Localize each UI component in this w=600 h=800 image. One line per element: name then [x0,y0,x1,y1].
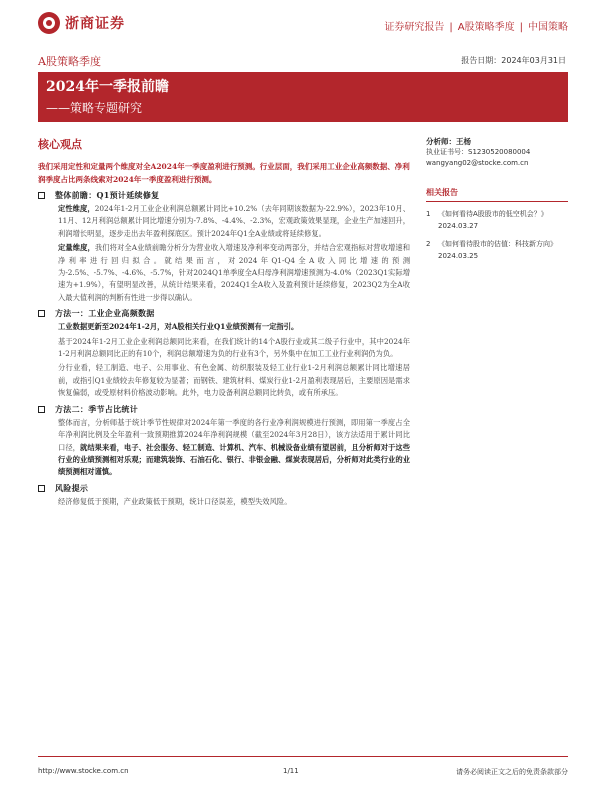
paragraph-highlight: 就结果来看，电子、社会服务、轻工制造、计算机、汽车、机械设备业绩有望居前，且分析师对于这些行业的业绩预测相对乐观；而建筑装饰、石油石化、银行、非银金融、煤炭表现居后，分析师对此类行业的业绩预测相对谨慎。 [58,442,411,477]
header-tag-category: A股策略季度 [457,22,515,33]
related-report-link[interactable]: 《如何看待A股股市的低空机会？》 2024.03.27 [438,210,548,230]
logo-text: 浙商证券 [65,16,125,32]
bullet-overall-outlook [38,190,410,201]
related-report-item[interactable] [426,208,568,232]
header-tag-separator: | [449,22,453,33]
bullet-risk-warning [38,483,410,494]
bullet-method-two [38,404,410,415]
paragraph-qualitative [58,203,410,240]
paragraph-text: 2024年1-2月工业企业利润总额累计同比+10.2%（去年同期该数据为-22.9%），2023年10月、11月、12月利润总额累计同比增速分别为-7.8%、-4.4%、-2.3%，宏观政策效果显现，企业生产加速回升，利润增长明显，逐步走出去年盈利探底区。预计2024年Q1全A业绩或将延续修复。 [58,204,411,238]
related-reports-title: 相关报告 [426,187,568,202]
header-tag-separator: | [519,22,523,33]
analyst-certificate: 执业证书号：S1230520080004 [426,148,531,156]
square-bullet-icon [38,310,45,317]
square-bullet-icon [38,485,45,492]
brand-logo [38,12,125,34]
paragraph-lead: 定量维度， [58,243,95,253]
bullet-title: 方法一：工业企业高频数据 [55,308,155,319]
logo-icon [38,12,60,34]
core-lead-paragraph: 我们采用定性和定量两个维度对全A2024年一季度盈利进行预测。行业层面，我们采用工业企业高频数据、净利润季度占比两条线索对2024年一季度盈利进行预测。 [38,162,410,184]
header-tags [384,18,568,33]
paragraph-method-one-highlight: 工业数据更新至2024年1-2月，对A股相关行业Q1业绩预测有一定指引。 [58,322,299,332]
paragraph-text: 整体而言，分析师基于统计季节性规律对2024年第一季度的各行业净利润规模进行预测，即用第一季度占全年净利润比例及全年盈利一致预期推算2024年净利润规模（截至2024年3月28日），该方法适用于累计同比口径， [58,417,410,452]
sidebar-column [426,136,568,262]
footer-website-link[interactable]: http://www.stocke.com.cn [38,767,129,775]
related-report-item[interactable] [426,238,568,262]
report-title: 2024年一季报前瞻 [46,79,169,95]
square-bullet-icon [38,406,45,413]
bullet-title: 整体前瞻：Q1预计延续修复 [55,190,160,200]
related-report-number: 2 [426,240,431,248]
analyst-email[interactable]: wangyang02@stocke.com.cn [426,159,529,167]
footer-disclaimer: 请务必阅读正文之后的免责条款部分 [456,768,568,776]
analyst-name: 分析师：王杨 [426,137,471,146]
bullet-title: 风险提示 [55,482,89,493]
related-report-link[interactable]: 《如何看待股市的估值：科技新方向》 2024.03.25 [438,240,557,260]
header-tag-region: 中国策略 [528,22,568,33]
page-footer [38,756,568,786]
sector-label: A股策略季度 [38,55,101,68]
paragraph-quantitative [58,242,410,304]
paragraph-text: 我们将对全A业绩前瞻分析分为营业收入增速及净利率变动两部分，并结合宏观指标对营收增速和净利率进行回归拟合。就结果而言，对2024年Q1-Q4全A收入同比增速的预测为-2.5%、-5.7%、-4.6%、-5.7%，针对2024Q1单季度全A归母净利润增速预测为-4.0%（2023Q1实际增速为+1.9%），有望明显改善，从统计结果来看，2024Q1全A收入及盈利预计延续修复，2023Q2为全A收入最大值利润的判断有性进一步得以确认。 [58,243,410,302]
paragraph-method-one-ranking: 分行业看，轻工制造、电子、公用事业、有色金属、纺织服装及轻工业行业1-2月利润总额累计同比增速居前，或指引Q1业绩较去年修复较为显著；而钢铁、建筑材料、煤炭行业1-2月盈利表现居后，主要原因是需求恢复偏弱，或受原材料价格波动影响。此外，电力设备利润总额同比转负，或有所承压。 [58,363,410,398]
page-header [38,10,568,44]
paragraph-method-two [58,417,410,479]
paragraph-risk: 经济修复低于预期，产业政策低于预期，统计口径误差，模型失效风险。 [58,496,292,506]
paragraph-method-one-industries: 基于2024年1-2月工业企业利润总额同比来看，在我们统计的14个A股行业或其二级子行业中，其中2024年1-2月利润总额同比正的有10个，利润总额增速为负的行业有3个，另外集中在加工工业行业利润仍为负。 [58,336,410,359]
paragraph-lead: 定性维度， [58,204,95,213]
core-views-column [38,136,410,508]
bullet-title: 方法二：季节占比统计 [55,403,138,414]
square-bullet-icon [38,192,45,199]
title-banner [38,72,568,122]
header-tag-report-type: 证券研究报告 [384,22,445,33]
page-number: 1/11 [283,767,299,775]
related-report-number: 1 [426,210,431,218]
report-subtitle: ——策略专题研究 [46,101,143,115]
bullet-method-one [38,308,410,319]
core-views-title: 核心观点 [38,138,82,151]
report-date: 报告日期：2024年03月31日 [461,56,566,65]
